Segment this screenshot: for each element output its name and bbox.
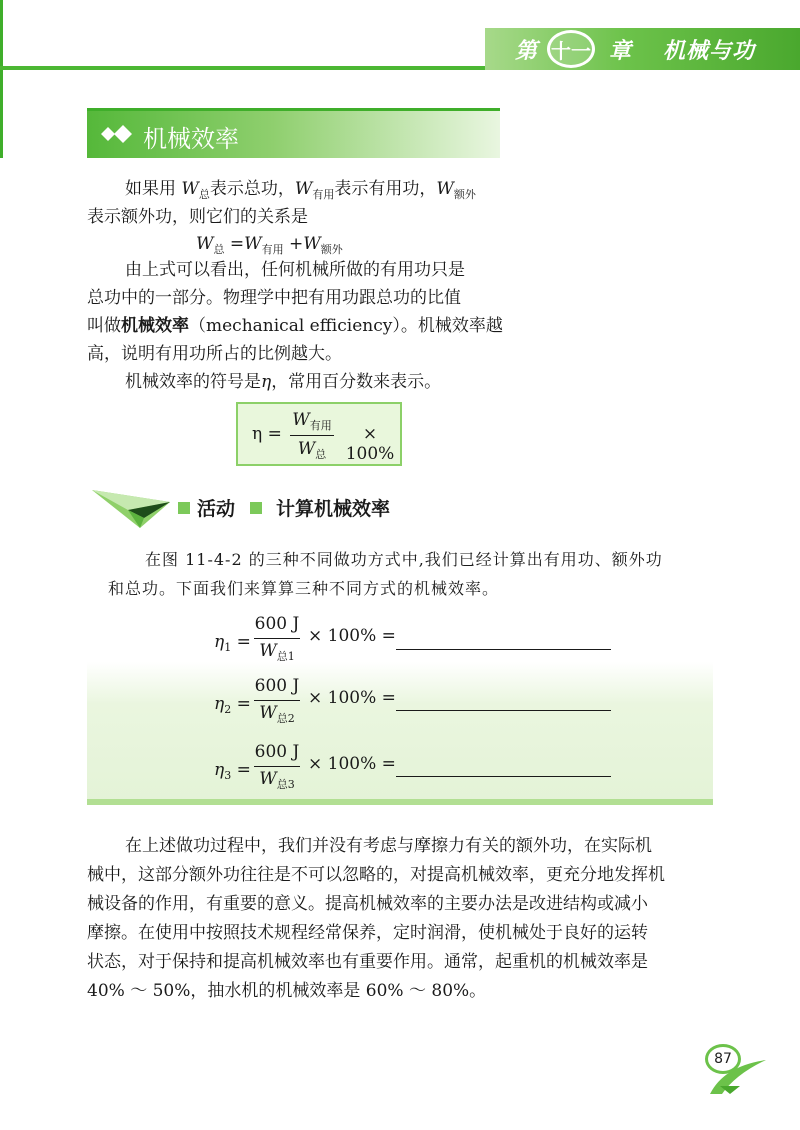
para2-line-4: 高，说明有用功所占的比例越大。 <box>87 344 342 364</box>
efficiency-formula-box <box>236 402 402 466</box>
activity-title: 计算机械效率 <box>276 498 391 520</box>
page-number: 87 <box>705 1044 741 1074</box>
activity-square-icon <box>250 502 262 514</box>
row-denominator: $W_{总2}$ <box>259 703 295 725</box>
row-denominator: $W_{总1}$ <box>259 641 295 663</box>
chapter-suffix: 章 <box>609 38 633 64</box>
closing-line-6: 40% ～ 50%，抽水机的机械效率是 60% ～ 80%。 <box>87 981 487 1001</box>
section-title: 机械效率 <box>143 125 239 153</box>
left-margin-rule <box>0 0 3 158</box>
para2-line-3: 叫做机械效率（mechanical efficiency）。机械效率越 <box>87 316 503 336</box>
answer-blank[interactable] <box>396 710 611 711</box>
exercise-row: $\eta_1$ = 600 J $W_{总1}$ × 100% = <box>214 612 614 670</box>
closing-line-2: 械中，这部分额外功往往是不可以忽略的，对提高机械效率，更充分地发挥机 <box>87 865 665 885</box>
row-numerator: 600 J <box>254 742 300 762</box>
formula-numerator: $W_{有用}$ <box>292 410 332 432</box>
activity-square-icon <box>178 502 190 514</box>
section-heading <box>87 108 500 158</box>
fraction-bar <box>290 435 334 436</box>
key-term: 机械效率 <box>121 316 189 336</box>
para3: 机械效率的符号是η，常用百分数来表示。 <box>125 372 442 392</box>
closing-line-3: 械设备的作用，有重要的意义。提高机械效率的主要办法是改进结构或减小 <box>87 894 648 914</box>
para2-line-1: 由上式可以看出，任何机械所做的有用功只是 <box>125 260 465 280</box>
row-times-100: × 100% = <box>308 626 396 646</box>
intro-line-1: 如果用 $W_总$表示总功，$W_{有用}$表示有用功，$W_{额外}$ <box>125 179 476 201</box>
exercise-row: $\eta_2$ = 600 J $W_{总2}$ × 100% = <box>214 674 614 732</box>
activity-label: 活动 <box>197 498 236 520</box>
activity-line-1: 在图 11-4-2 的三种不同做功方式中,我们已经计算出有用功、额外功 <box>145 550 663 569</box>
activity-line-2: 和总功。下面我们来算算三种不同方式的机械效率。 <box>108 579 500 598</box>
row-numerator: 600 J <box>254 614 300 634</box>
exercise-row: $\eta_3$ = 600 J $W_{总3}$ × 100% = <box>214 740 614 798</box>
row-numerator: 600 J <box>254 676 300 696</box>
closing-line-4: 摩擦。在使用中按照技术规程经常保养，定时润滑，使机械处于良好的运转 <box>87 923 648 943</box>
answer-blank[interactable] <box>396 649 611 650</box>
work-relation-equation: $W_总 =W_{有用} +W_{额外}$ <box>196 234 343 256</box>
intro-line-2: 表示额外功，则它们的关系是 <box>87 207 308 227</box>
closing-line-1: 在上述做功过程中，我们并没有考虑与摩擦力有关的额外功，在实际机 <box>125 836 652 856</box>
closing-line-5: 状态，对于保持和提高机械效率也有重要作用。通常，起重机的机械效率是 <box>87 952 648 972</box>
answer-blank[interactable] <box>396 776 611 777</box>
formula-denominator: $W_总$ <box>297 439 327 461</box>
row-denominator: $W_{总3}$ <box>259 769 295 791</box>
formula-lhs: η = <box>252 424 282 444</box>
chapter-prefix: 第 <box>515 38 539 64</box>
double-diamond-icon <box>101 123 135 145</box>
row-times-100: × 100% = <box>308 688 396 708</box>
chapter-header <box>485 28 800 70</box>
exercise-band-bottom <box>87 799 713 805</box>
para2-line-2: 总功中的一部分。物理学中把有用功跟总功的比值 <box>87 288 461 308</box>
row-times-100: × 100% = <box>308 754 396 774</box>
paper-plane-icon <box>92 488 172 532</box>
formula-times-100: × 100% <box>345 424 395 464</box>
chapter-number-badge: 十一 <box>547 30 595 68</box>
chapter-title: 机械与功 <box>663 38 756 64</box>
